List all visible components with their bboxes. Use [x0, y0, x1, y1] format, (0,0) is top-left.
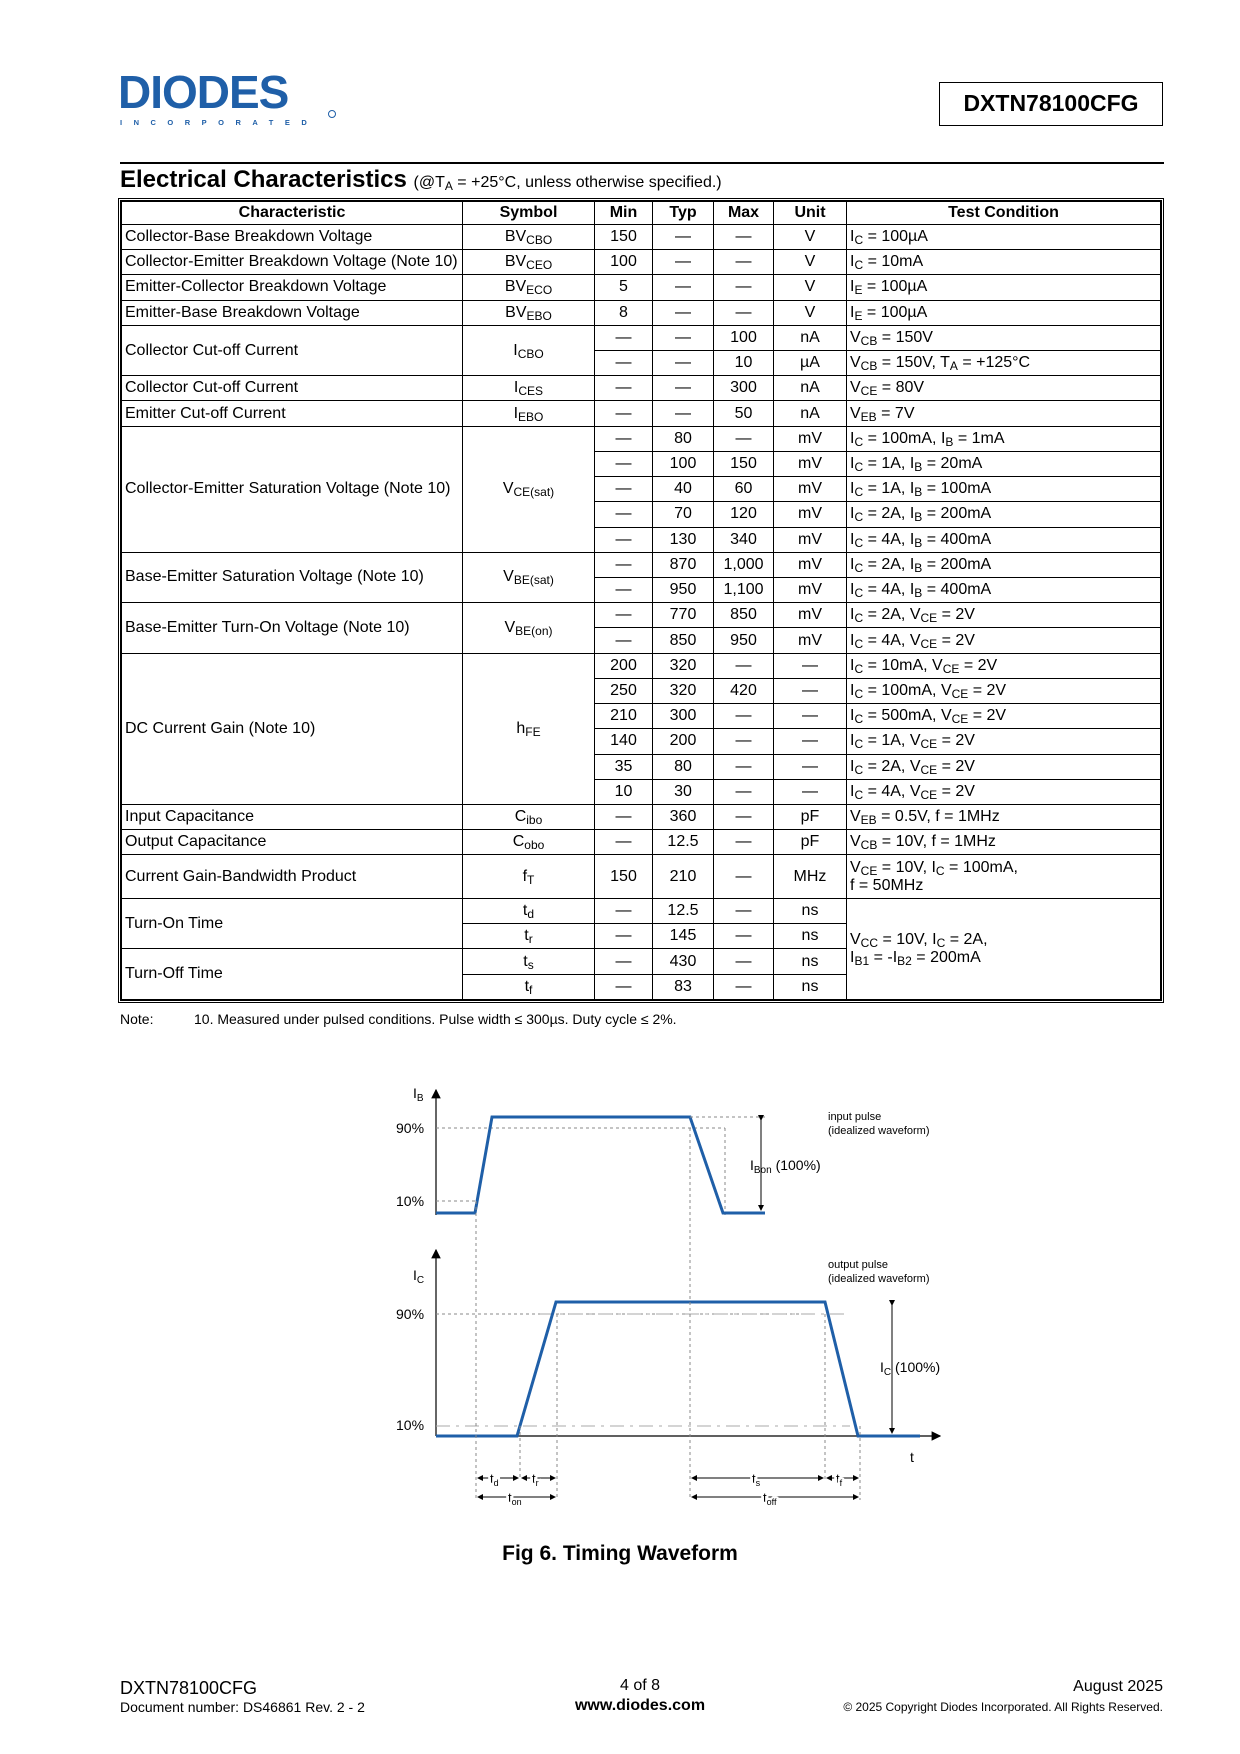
iebo-row: [122, 401, 1161, 426]
test-condition-cell: VCB = 10V, f = 1MHz: [847, 830, 1161, 855]
max-cell: —: [714, 804, 774, 829]
symbol-cell: tr: [463, 924, 595, 949]
unit-cell: mV: [774, 552, 847, 577]
min-cell: 35: [595, 754, 653, 779]
section-condition: (@TA = +25°C, unless otherwise specified.): [413, 174, 722, 193]
characteristic-cell: Emitter-Base Breakdown Voltage: [122, 300, 463, 325]
table-header-row: [122, 202, 1161, 225]
min-cell: 8: [595, 300, 653, 325]
characteristic-cell: Base-Emitter Turn-On Voltage (Note 10): [122, 603, 463, 653]
symbol-cell: VCE(sat): [463, 426, 595, 552]
symbol-cell: fT: [463, 855, 595, 899]
min-cell: 150: [595, 855, 653, 899]
unit-cell: —: [774, 704, 847, 729]
min-cell: 5: [595, 275, 653, 300]
max-cell: —: [714, 653, 774, 678]
test-condition-cell: IC = 100mA, IB = 1mA: [847, 426, 1161, 451]
table-row: [122, 300, 1161, 325]
min-cell: —: [595, 552, 653, 577]
symbol-cell: BVEBO: [463, 300, 595, 325]
ic-10-label: 10%: [396, 1417, 425, 1433]
test-condition-cell: IC = 1A, VCE = 2V: [847, 729, 1161, 754]
unit-cell: mV: [774, 603, 847, 628]
hfe-row: [122, 653, 1161, 678]
min-cell: 200: [595, 653, 653, 678]
company-logo: [118, 70, 338, 130]
typ-cell: 360: [653, 804, 714, 829]
ib-label: $I_B$: [413, 1085, 424, 1104]
column-header: Symbol: [463, 202, 595, 225]
typ-cell: —: [653, 300, 714, 325]
unit-cell: mV: [774, 527, 847, 552]
typ-cell: 145: [653, 924, 714, 949]
column-header: Min: [595, 202, 653, 225]
unit-cell: mV: [774, 426, 847, 451]
symbol-cell: ICES: [463, 376, 595, 401]
turn-on-time-cell: Turn-On Time: [122, 898, 463, 948]
min-cell: 150: [595, 224, 653, 249]
symbol-cell: BVCBO: [463, 224, 595, 249]
min-cell: —: [595, 577, 653, 602]
ic-label: $I_C$: [413, 1267, 425, 1286]
typ-cell: 80: [653, 426, 714, 451]
note-text: 10. Measured under pulsed conditions. Pulse width ≤ 300µs. Duty cycle ≤ 2%.: [194, 1011, 677, 1027]
typ-cell: 12.5: [653, 830, 714, 855]
typ-cell: 950: [653, 577, 714, 602]
min-cell: —: [595, 527, 653, 552]
characteristic-cell: Output Capacitance: [122, 830, 463, 855]
header-rule: [120, 162, 1164, 164]
min-cell: —: [595, 325, 653, 350]
footer-copyright: © 2025 Copyright Diodes Incorporated. All Rights Reserved.: [843, 1700, 1163, 1714]
column-header: Typ: [653, 202, 714, 225]
characteristic-cell: Base-Emitter Saturation Voltage (Note 10): [122, 552, 463, 602]
typ-cell: 130: [653, 527, 714, 552]
table-row: [122, 224, 1161, 249]
max-cell: 50: [714, 401, 774, 426]
max-cell: —: [714, 949, 774, 974]
characteristic-cell: DC Current Gain (Note 10): [122, 653, 463, 804]
test-condition-cell: IC = 4A, IB = 400mA: [847, 527, 1161, 552]
characteristic-cell: Collector Cut-off Current: [122, 325, 463, 375]
ic100-label: $I_C$ (100%): [880, 1359, 941, 1378]
characteristic-cell: Collector-Emitter Saturation Voltage (Note 10): [122, 426, 463, 552]
typ-cell: 100: [653, 451, 714, 476]
max-cell: 420: [714, 678, 774, 703]
unit-cell: ns: [774, 898, 847, 923]
typ-cell: 850: [653, 628, 714, 653]
ib-90-label: 90%: [396, 1120, 425, 1136]
test-condition-cell: IC = 500mA, VCE = 2V: [847, 704, 1161, 729]
min-cell: 10: [595, 779, 653, 804]
typ-cell: 70: [653, 502, 714, 527]
switching-row: [122, 898, 1161, 923]
unit-cell: nA: [774, 325, 847, 350]
unit-cell: nA: [774, 376, 847, 401]
ib-10-label: 10%: [396, 1193, 425, 1209]
column-header: Max: [714, 202, 774, 225]
test-condition-cell: VCB = 150V: [847, 325, 1161, 350]
max-cell: 300: [714, 376, 774, 401]
typ-cell: 320: [653, 678, 714, 703]
max-cell: —: [714, 275, 774, 300]
input-pulse-label-2: (idealized waveform): [828, 1125, 930, 1137]
unit-cell: V: [774, 300, 847, 325]
max-cell: —: [714, 729, 774, 754]
symbol-cell: tf: [463, 974, 595, 999]
max-cell: —: [714, 224, 774, 249]
typ-cell: 210: [653, 855, 714, 899]
typ-cell: —: [653, 325, 714, 350]
table-row: [122, 275, 1161, 300]
unit-cell: nA: [774, 401, 847, 426]
tr-label: $t_r$: [532, 1471, 539, 1488]
symbol-cell: VBE(on): [463, 603, 595, 653]
max-cell: 120: [714, 502, 774, 527]
max-cell: 1,000: [714, 552, 774, 577]
max-cell: —: [714, 704, 774, 729]
test-condition-cell: IE = 100µA: [847, 300, 1161, 325]
timing-waveform-svg: [380, 1080, 960, 1520]
characteristic-cell: Emitter Cut-off Current: [122, 401, 463, 426]
max-cell: —: [714, 924, 774, 949]
electrical-characteristics-table: [118, 198, 1164, 1003]
ft-row: [122, 855, 1161, 899]
ic-90-label: 90%: [396, 1306, 425, 1322]
max-cell: —: [714, 300, 774, 325]
unit-cell: ns: [774, 924, 847, 949]
min-cell: —: [595, 830, 653, 855]
unit-cell: ns: [774, 974, 847, 999]
max-cell: —: [714, 830, 774, 855]
unit-cell: —: [774, 729, 847, 754]
typ-cell: 430: [653, 949, 714, 974]
footer-website-link[interactable]: www.diodes.com: [574, 1697, 706, 1714]
symbol-cell: Cobo: [463, 830, 595, 855]
test-condition-cell: VCE = 80V: [847, 376, 1161, 401]
unit-cell: V: [774, 250, 847, 275]
max-cell: 100: [714, 325, 774, 350]
logo-text: DIODES: [118, 70, 289, 118]
column-header: Characteristic: [122, 202, 463, 225]
min-cell: —: [595, 451, 653, 476]
footer-page-number: 4 of 8: [619, 1677, 661, 1694]
typ-cell: —: [653, 376, 714, 401]
typ-cell: 320: [653, 653, 714, 678]
output-pulse-label-1: output pulse: [828, 1259, 888, 1271]
cibo-row: [122, 804, 1161, 829]
min-cell: —: [595, 351, 653, 376]
test-condition-cell: IC = 1A, IB = 100mA: [847, 477, 1161, 502]
symbol-cell: td: [463, 898, 595, 923]
symbol-cell: Cibo: [463, 804, 595, 829]
note-label: Note:: [120, 1011, 154, 1027]
unit-cell: mV: [774, 628, 847, 653]
max-cell: 950: [714, 628, 774, 653]
typ-cell: 80: [653, 754, 714, 779]
typ-cell: 40: [653, 477, 714, 502]
registered-mark: [329, 111, 336, 118]
unit-cell: V: [774, 224, 847, 249]
test-condition-cell: IC = 4A, IB = 400mA: [847, 577, 1161, 602]
symbol-cell: hFE: [463, 653, 595, 804]
footer-part-number: DXTN78100CFG: [120, 1678, 258, 1698]
typ-cell: —: [653, 224, 714, 249]
typ-cell: 300: [653, 704, 714, 729]
test-condition-cell: VCB = 150V, TA = +125°C: [847, 351, 1161, 376]
ibon-label: $I_{Bon}$ (100%): [750, 1157, 821, 1176]
part-number-box: DXTN78100CFG: [939, 82, 1163, 126]
typ-cell: —: [653, 351, 714, 376]
min-cell: —: [595, 477, 653, 502]
unit-cell: µA: [774, 351, 847, 376]
max-cell: —: [714, 855, 774, 899]
characteristic-cell: Collector-Base Breakdown Voltage: [122, 224, 463, 249]
section-title: [120, 166, 722, 194]
test-condition-cell: IC = 10mA, VCE = 2V: [847, 653, 1161, 678]
test-condition-cell: VCE = 10V, IC = 100mA, f = 50MHz: [847, 855, 1161, 899]
unit-cell: mV: [774, 477, 847, 502]
unit-cell: mV: [774, 451, 847, 476]
test-condition-cell: IC = 10mA: [847, 250, 1161, 275]
typ-cell: 83: [653, 974, 714, 999]
unit-cell: —: [774, 754, 847, 779]
unit-cell: pF: [774, 830, 847, 855]
min-cell: —: [595, 376, 653, 401]
input-pulse-label-1: input pulse: [828, 1111, 882, 1123]
input-pulse-waveform: [436, 1117, 765, 1213]
min-cell: 210: [595, 704, 653, 729]
min-cell: —: [595, 898, 653, 923]
min-cell: —: [595, 949, 653, 974]
typ-cell: 30: [653, 779, 714, 804]
td-label: $t_d$: [490, 1471, 499, 1488]
test-condition-cell: IC = 2A, VCE = 2V: [847, 754, 1161, 779]
vcesat-row: [122, 426, 1161, 451]
unit-cell: —: [774, 653, 847, 678]
section-title-text: Electrical Characteristics: [120, 166, 407, 193]
max-cell: —: [714, 754, 774, 779]
symbol-cell: ICBO: [463, 325, 595, 375]
test-condition-cell: VEB = 0.5V, f = 1MHz: [847, 804, 1161, 829]
unit-cell: —: [774, 678, 847, 703]
table-note: [120, 1011, 677, 1027]
test-condition-cell: VEB = 7V: [847, 401, 1161, 426]
typ-cell: —: [653, 401, 714, 426]
typ-cell: —: [653, 275, 714, 300]
max-cell: 850: [714, 603, 774, 628]
symbol-cell: IEBO: [463, 401, 595, 426]
unit-cell: ns: [774, 949, 847, 974]
unit-cell: —: [774, 779, 847, 804]
time-axis-label: t: [910, 1449, 914, 1465]
test-condition-cell: IC = 2A, IB = 200mA: [847, 502, 1161, 527]
vbesat-row: [122, 552, 1161, 577]
test-condition-cell: IC = 1A, IB = 20mA: [847, 451, 1161, 476]
column-header: Unit: [774, 202, 847, 225]
min-cell: —: [595, 974, 653, 999]
typ-cell: —: [653, 250, 714, 275]
symbol-cell: BVECO: [463, 275, 595, 300]
footer-doc-number: Document number: DS46861 Rev. 2 - 2: [120, 1699, 365, 1715]
output-pulse-waveform: [436, 1302, 920, 1436]
column-header: Test Condition: [847, 202, 1161, 225]
max-cell: 1,100: [714, 577, 774, 602]
ices-row: [122, 376, 1161, 401]
characteristic-cell: Emitter-Collector Breakdown Voltage: [122, 275, 463, 300]
symbol-cell: BVCEO: [463, 250, 595, 275]
max-cell: —: [714, 250, 774, 275]
characteristic-cell: Current Gain-Bandwidth Product: [122, 855, 463, 899]
max-cell: 10: [714, 351, 774, 376]
unit-cell: V: [774, 275, 847, 300]
typ-cell: 12.5: [653, 898, 714, 923]
min-cell: —: [595, 804, 653, 829]
max-cell: —: [714, 426, 774, 451]
min-cell: 100: [595, 250, 653, 275]
min-cell: 250: [595, 678, 653, 703]
typ-cell: 200: [653, 729, 714, 754]
symbol-cell: VBE(sat): [463, 552, 595, 602]
output-pulse-label-2: (idealized waveform): [828, 1273, 930, 1285]
unit-cell: pF: [774, 804, 847, 829]
cobo-row: [122, 830, 1161, 855]
characteristic-cell: Collector Cut-off Current: [122, 376, 463, 401]
toff-label: $t_{off}$: [763, 1490, 777, 1507]
test-condition-cell: IC = 100mA, VCE = 2V: [847, 678, 1161, 703]
unit-cell: MHz: [774, 855, 847, 899]
test-condition-cell: IC = 4A, VCE = 2V: [847, 628, 1161, 653]
min-cell: —: [595, 924, 653, 949]
footer-date: August 2025: [1073, 1678, 1163, 1695]
tf-label: $t_f$: [836, 1471, 843, 1488]
max-cell: —: [714, 974, 774, 999]
unit-cell: mV: [774, 502, 847, 527]
max-cell: 340: [714, 527, 774, 552]
unit-cell: mV: [774, 577, 847, 602]
min-cell: —: [595, 502, 653, 527]
min-cell: —: [595, 603, 653, 628]
table-row: [122, 250, 1161, 275]
test-condition-cell: VCC = 10V, IC = 2A, IB1 = -IB2 = 200mA: [847, 898, 1161, 999]
test-condition-cell: IC = 100µA: [847, 224, 1161, 249]
vbeon-row: [122, 603, 1161, 628]
logo-subtext: INCORPORATED: [120, 118, 319, 127]
max-cell: —: [714, 898, 774, 923]
test-condition-cell: IC = 4A, VCE = 2V: [847, 779, 1161, 804]
test-condition-cell: IE = 100µA: [847, 275, 1161, 300]
ts-label: $t_s$: [752, 1471, 761, 1488]
min-cell: 140: [595, 729, 653, 754]
characteristic-cell: Collector-Emitter Breakdown Voltage (Note 10): [122, 250, 463, 275]
typ-cell: 870: [653, 552, 714, 577]
min-cell: —: [595, 401, 653, 426]
turn-off-time-cell: Turn-Off Time: [122, 949, 463, 1000]
typ-cell: 770: [653, 603, 714, 628]
max-cell: 60: [714, 477, 774, 502]
icbo-row: [122, 325, 1161, 350]
max-cell: 150: [714, 451, 774, 476]
test-condition-cell: IC = 2A, IB = 200mA: [847, 552, 1161, 577]
timing-waveform-figure: [380, 1080, 960, 1520]
min-cell: —: [595, 628, 653, 653]
min-cell: —: [595, 426, 653, 451]
figure-caption: Fig 6. Timing Waveform: [502, 1542, 738, 1565]
ton-label: $t_{on}$: [508, 1490, 522, 1507]
characteristic-cell: Input Capacitance: [122, 804, 463, 829]
max-cell: —: [714, 779, 774, 804]
symbol-cell: ts: [463, 949, 595, 974]
test-condition-cell: IC = 2A, VCE = 2V: [847, 603, 1161, 628]
